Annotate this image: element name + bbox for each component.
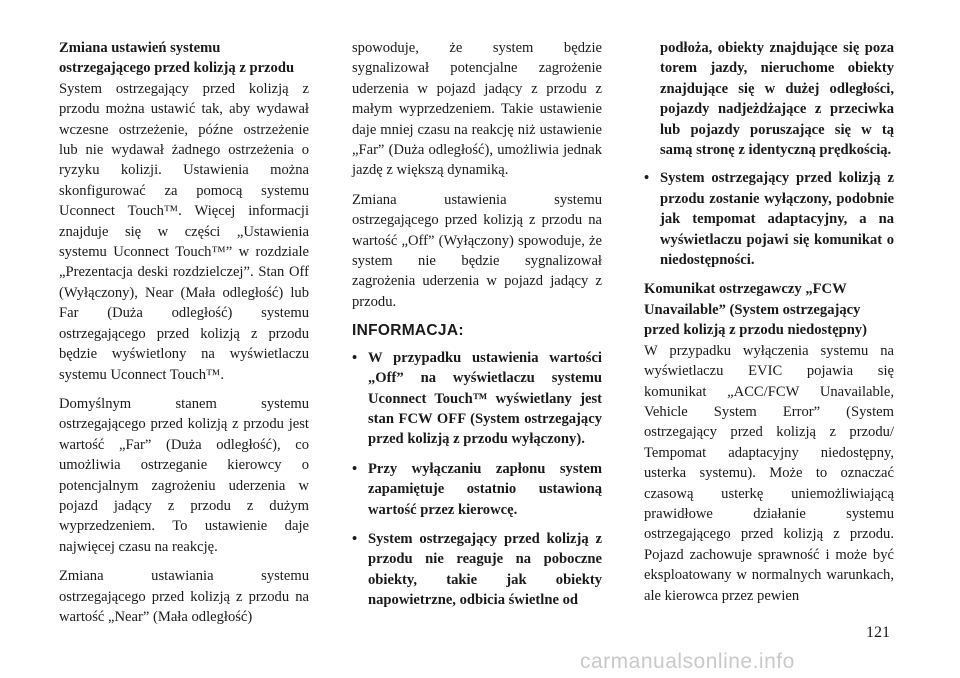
section-heading bbox=[644, 279, 894, 340]
heading-line: przed kolizją z przodu niedostępny) bbox=[644, 322, 867, 339]
column-left bbox=[59, 38, 309, 627]
column-right bbox=[644, 38, 894, 606]
paragraph: Zmiana ustawienia systemu ostrzegającego przed kolizją z przodu na wartość „Off” (Wyłączony) spowoduje, że system nie będzie sygnalizował zagrożenia uderzenia w pojazd jadący z przodu. bbox=[352, 191, 602, 310]
info-heading: INFORMACJA: bbox=[352, 322, 464, 340]
page-number: 121 bbox=[866, 624, 890, 641]
watermark: carmanualsonline.info bbox=[580, 650, 795, 673]
heading-line: Unavailable” (System ostrzegający bbox=[644, 301, 861, 318]
heading-line: ostrzegającego przed kolizją z przodu bbox=[59, 60, 295, 77]
bullet-item: • System ostrzegający przed kolizją z przodu nie reaguje na poboczne obiekty, takie jak obiekty napowietrzne, odbicia świetlne od bbox=[352, 529, 602, 611]
heading-line: Komunikat ostrzegawczy „FCW bbox=[644, 281, 847, 298]
paragraph: System ostrzegający przed kolizją z przodu można ustawić tak, aby wydawał wczesne ostrzeżenie, późne ostrzeżenie lub nie wydawał żadnego ostrzeżenia o ryzyku kolizji. Ustawienia można skonfigurować za pomocą systemu Uconnect Touch™. Więcej informacji znajduje się w części „Ustawienia systemu Uconnect Touch™” w rozdziale „Prezentacja deski rozdzielczej”. Stan Off (Wyłączony), Near (Mała odległość) lub Far (Duża odległość) systemu ostrzegającego przed kolizją z przodu będzie wyświetlony na wyświetlaczu systemu Uconnect Touch™. bbox=[59, 80, 309, 383]
heading-line: Zmiana ustawień systemu bbox=[59, 40, 221, 56]
info-bullet-list bbox=[352, 348, 602, 611]
bullet-continuation: podłoża, obiekty znajdujące się poza torem jazdy, nieruchome obiekty znajdujące się w dużej odległości, pojazdy nadjeżdżające z przeciwka lub pojazdy poruszające się w tą samą stronę z identyczną prędkością. bbox=[660, 40, 894, 159]
section-heading bbox=[59, 38, 309, 79]
paragraph: Zmiana ustawiania systemu ostrzegającego przed kolizją z przodu na wartość „Near” (Mała odległość) bbox=[59, 568, 309, 625]
paragraph: spowoduje, że system będzie sygnalizował potencjalne zagrożenie uderzenia w pojazd jadący z przodu z małym wyprzedzeniem. Takie ustawienie daje mniej czasu na reakcję niż ustawienie „Far” (Duża odległość), umożliwia jednak jazdę z większą dynamiką. bbox=[352, 40, 602, 179]
info-bullet-list bbox=[644, 168, 894, 270]
bullet-item: • Przy wyłączaniu zapłonu system zapamiętuje ostatnio ustawioną wartość przez kierowcę. bbox=[352, 459, 602, 520]
paragraph: W przypadku wyłączenia systemu na wyświetlaczu EVIC pojawia się komunikat „ACC/FCW Unavailable, Vehicle System Error” (System ostrzegający przed kolizją z przodu/ Tempomat adaptacyjny niedostępny, usterka systemu). Może to oznaczać czasową usterkę uniemożliwiającą prawidłowe działanie systemu ostrzegającego przed kolizją z przodu. Pojazd zachowuje sprawność i może być eksploatowany w normalnych warunkach, ale kierowca przez pewien bbox=[644, 342, 894, 604]
column-middle bbox=[352, 38, 602, 620]
bullet-item: • W przypadku ustawienia wartości „Off” na wyświetlaczu systemu Uconnect Touch™ wyświetlany jest stan FCW OFF (System ostrzegający przed kolizją z przodu wyłączony). bbox=[352, 348, 602, 450]
bullet-item: • System ostrzegający przed kolizją z przodu zostanie wyłączony, podobnie jak tempomat adaptacyjny, a na wyświetlaczu pojawi się komunikat o niedostępności. bbox=[644, 168, 894, 270]
paragraph: Domyślnym stanem systemu ostrzegającego przed kolizją z przodu jest wartość „Far” (Duża odległość), co umożliwia ostrzeganie kierowcy o potencjalnym zagrożeniu uderzenia w pojazd jadący z przodu z dużym wyprzedzeniem. To ustawienie daje najwięcej czasu na reakcję. bbox=[59, 395, 309, 555]
